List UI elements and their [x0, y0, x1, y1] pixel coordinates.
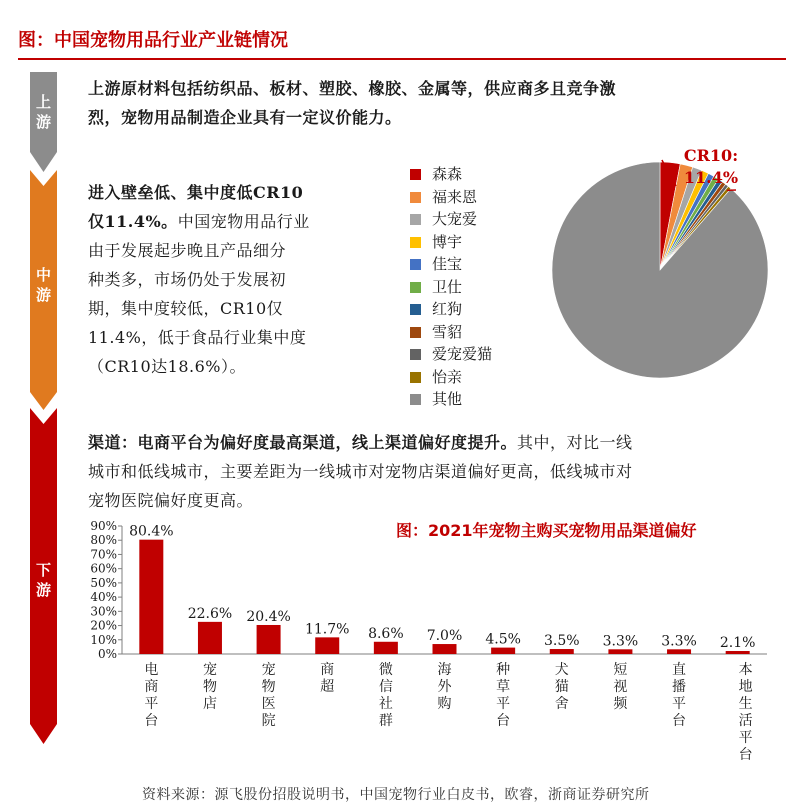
legend-item: [410, 298, 540, 320]
legend-label: 怡亲: [432, 367, 463, 386]
bar-value-label: 11.7%: [304, 621, 350, 638]
bar-chart-title: 图：2021年宠物主购买宠物用品渠道偏好: [396, 521, 697, 540]
category-label: 宠物店: [202, 662, 217, 712]
legend-item: [410, 186, 540, 208]
stage-upstream-text: 上游: [35, 93, 51, 131]
legend-item: [410, 231, 540, 253]
legend-item: [410, 366, 540, 388]
legend-swatch: [410, 214, 421, 225]
bar-value-label: 3.3%: [661, 633, 697, 650]
legend-item: [410, 388, 540, 410]
bar: [491, 648, 515, 654]
bar: [198, 622, 222, 654]
category-label: 微信社群: [378, 662, 393, 729]
legend-label: 红狗: [432, 300, 463, 318]
bar-value-label: 4.5%: [485, 631, 521, 648]
midstream-line-4: 种类多，市场仍处于发展初: [88, 270, 287, 289]
legend-label: 爱宠爱猫: [432, 345, 493, 363]
bar-value-label: 3.3%: [602, 633, 639, 650]
bar-value-label: 3.5%: [543, 633, 580, 650]
downstream-paragraph: [88, 428, 778, 515]
cr10-annotation: [676, 145, 746, 189]
y-tick-label: 70%: [90, 547, 117, 562]
bar: [433, 644, 457, 654]
midstream-line-2-bold: 仅11.4%。: [88, 212, 178, 231]
page-title: 图：中国宠物用品行业产业链情况: [18, 30, 288, 51]
stage-midstream-text: 中游: [35, 266, 51, 304]
legend-item: [410, 321, 540, 343]
stage-upstream-label: [30, 92, 57, 132]
legend-item: [410, 276, 540, 298]
bar-value-label: 8.6%: [368, 625, 404, 642]
legend-label: 福来恩: [432, 187, 478, 206]
legend-swatch: [410, 394, 421, 405]
legend-label: 其他: [432, 390, 463, 408]
stage-midstream: [30, 170, 57, 415]
pie-slice: [552, 162, 768, 378]
cr10-annotation-part: 11.4%: [683, 168, 739, 187]
source-note: 资料来源：源飞股份招股说明书，中国宠物行业白皮书，欧睿，浙商证券研究所: [142, 787, 650, 803]
downstream-line-3: 宠物医院偏好度更高。: [88, 491, 254, 510]
y-tick-label: 0%: [97, 647, 117, 661]
legend-label: 卫仕: [432, 277, 463, 296]
legend-swatch: [410, 349, 421, 360]
legend-swatch: [410, 304, 421, 315]
stage-downstream-text: 下游: [35, 561, 51, 599]
bar: [608, 649, 632, 654]
legend-label: 博宇: [432, 232, 463, 251]
legend-swatch: [410, 237, 421, 248]
midstream-line-2-rest: 中国宠物用品行业: [177, 212, 310, 231]
bar: [726, 651, 750, 654]
y-tick-label: 10%: [90, 632, 117, 647]
legend-swatch: [410, 327, 421, 338]
bar-value-label: 20.4%: [246, 608, 291, 625]
legend-item: [410, 163, 540, 185]
legend-swatch: [410, 259, 421, 270]
title-rule: [18, 58, 786, 60]
category-label: 电商平台: [144, 662, 159, 729]
stage-downstream-label: [30, 560, 57, 600]
cr10-annotation-part: CR10:: [683, 146, 739, 165]
bar-value-label: 22.6%: [187, 605, 233, 622]
stage-downstream: [30, 408, 57, 748]
y-tick-label: 60%: [90, 561, 117, 576]
downstream-line-1-rest: 其中，对比一线: [517, 433, 633, 452]
y-tick-label: 30%: [90, 604, 117, 619]
y-tick-label: 40%: [90, 590, 117, 605]
bar-chart: [80, 520, 780, 760]
legend-label: 佳宝: [432, 255, 463, 273]
category-label: 商超: [320, 662, 335, 695]
legend-item: [410, 343, 540, 365]
bar: [667, 649, 691, 654]
legend-swatch: [410, 282, 421, 293]
y-tick-label: 20%: [90, 618, 117, 633]
legend-swatch: [410, 192, 421, 203]
category-label: 宠物医院: [261, 662, 276, 729]
downstream-line-2: 城市和低线城市，主要差距为一线城市对宠物店渠道偏好更高，低线城市对: [88, 462, 633, 481]
midstream-line-7: （CR10达18.6%）。: [88, 357, 246, 376]
bar: [374, 642, 398, 654]
category-label: 本地生活平台: [738, 662, 753, 760]
category-label: 短视频: [613, 662, 628, 712]
category-label: 直播平台: [672, 662, 687, 729]
midstream-line-6: 11.4%，低于食品行业集中度: [88, 328, 307, 347]
stage-midstream-label: [30, 265, 57, 305]
midstream-line-1: 进入壁垒低、集中度低CR10: [88, 183, 304, 202]
legend-item: [410, 253, 540, 275]
midstream-line-3: 由于发展起步晚且产品细分: [88, 241, 287, 260]
upstream-line-1: 上游原材料包括纺织品、板材、塑胶、橡胶、金属等，供应商多且竞争激: [88, 79, 617, 98]
category-label: 海外购: [437, 662, 452, 712]
category-label: 犬猫舍: [554, 662, 569, 712]
legend-swatch: [410, 372, 421, 383]
bar: [315, 637, 339, 654]
upstream-line-2: 烈，宠物用品制造企业具有一定议价能力。: [88, 108, 402, 127]
legend-swatch: [410, 169, 421, 180]
legend-label: 大宠爱: [432, 210, 478, 228]
y-tick-label: 90%: [90, 520, 117, 533]
stage-upstream: [30, 72, 57, 177]
y-tick-label: 50%: [90, 575, 117, 590]
bar: [139, 540, 163, 654]
midstream-line-5: 期，集中度较低，CR10仅: [88, 299, 284, 318]
downstream-line-1-bold: 渠道：电商平台为偏好度最高渠道，线上渠道偏好度提升。: [88, 433, 518, 452]
legend-label: 森森: [432, 165, 463, 183]
bar: [257, 625, 281, 654]
legend-label: 雪貂: [432, 322, 463, 341]
midstream-paragraph: [88, 178, 388, 381]
bar-value-label: 7.0%: [426, 628, 463, 645]
bar: [550, 649, 574, 654]
bar-value-label: 2.1%: [719, 635, 756, 652]
legend-item: [410, 208, 540, 230]
upstream-paragraph: [88, 74, 768, 132]
y-tick-label: 80%: [90, 533, 117, 548]
category-label: 种草平台: [496, 662, 511, 729]
bar-value-label: 80.4%: [129, 523, 174, 540]
